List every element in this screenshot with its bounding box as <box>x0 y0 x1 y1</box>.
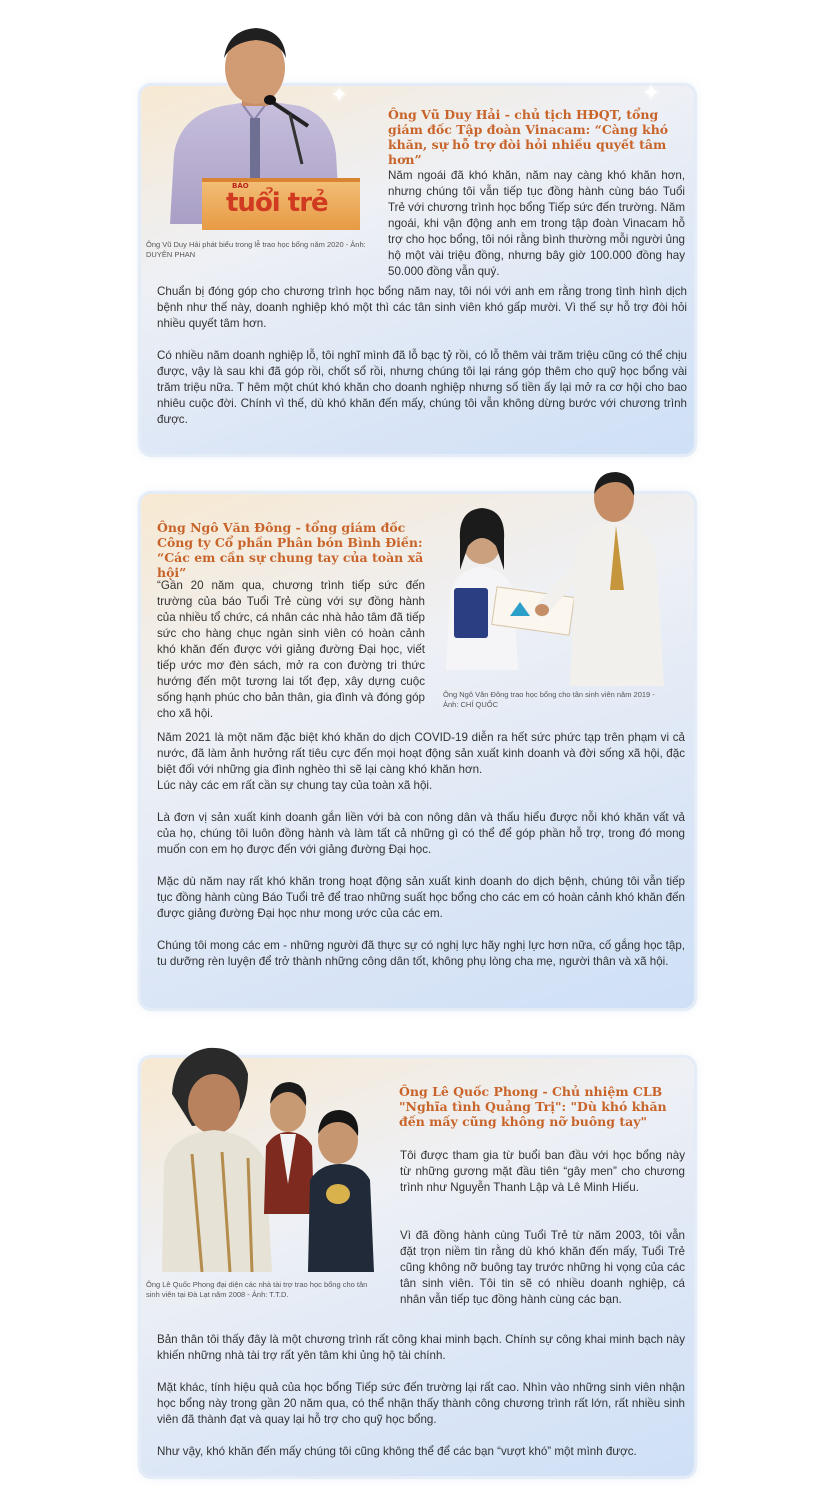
section-heading: Ông Lê Quốc Phong - Chủ nhiệm CLB "Nghĩa tình Quảng Trị": "Dù khó khăn đến mấy cũng không nỡ buông tay" <box>399 1084 667 1129</box>
paragraph: Có nhiều năm doanh nghiệp lỗ, tôi nghĩ mình đã lỗ bạc tỷ rồi, có lỗ thêm vài trăm triệu cũng có thể chịu được, vậy là sau khi đã góp rồi, chốt sổ rồi, nhưng chúng tôi lại ráng góp thêm cho quỹ học bổng vài trăm triệu nữa. T hêm một chút khó khăn cho doanh nghiệp nhưng số tiền ấy lại mở ra cơ hội cho bao nhiêu cuộc đời. Chính vì thế, dù khó khăn đến mấy, chúng tôi vẫn không dừng bước với chương trình được. <box>157 349 687 426</box>
photo-caption: Ông Lê Quốc Phong đại diện các nhà tài trợ trao học bổng cho tân sinh viên tại Đà Lạt năm 2008 - Ảnh: T.T.D. <box>146 1280 368 1299</box>
podium-logo: tuổi trẻ <box>226 188 328 218</box>
paragraph: Tôi được tham gia từ buổi ban đầu với học bổng này từ những gương mặt đầu tiên “gây men” cho chương trình như Nguyễn Thanh Lập và Lê Minh Hiếu. <box>400 1149 685 1194</box>
scholarship-handover-illustration <box>430 470 692 686</box>
paragraph: Bản thân tôi thấy đây là một chương trình rất công khai minh bạch. Chính sự công khai minh bạch này khiến những nhà tài trợ rất yên tâm khi ủng hộ tài chính. <box>157 1333 685 1362</box>
scholarship-ceremony-illustration <box>152 1034 382 1272</box>
sparkle-icon: ✦ <box>642 80 661 105</box>
paragraph: Mặt khác, tính hiệu quả của học bổng Tiếp sức đến trường lại rất cao. Nhìn vào những sinh viên nhận học bổng này trong gần 20 năm qua, có thể nhận thấy thành công chương trình rất lớn, rất nhiều sinh viên đã thành đạt và quay lại hỗ trợ cho quỹ học bổng. <box>157 1381 685 1426</box>
photo-vu-duy-hai-speaking <box>150 24 380 230</box>
photo-caption: Ông Ngô Văn Đông trao học bổng cho tân sinh viên năm 2019 - Ảnh: CHÍ QUỐC <box>443 690 655 709</box>
paragraph: Mặc dù năm nay rất khó khăn trong hoạt động sản xuất kinh doanh do dịch bệnh, chúng tôi vẫn tiếp tục đồng hành cùng Báo Tuổi trẻ để trao những suất học bổng cho các em có hoàn cảnh khó khăn đến được giảng đường Đại học như mong ước của các em. <box>157 875 685 920</box>
section-heading: Ông Vũ Duy Hải - chủ tịch HĐQT, tổng giám đốc Tập đoàn Vinacam: “Càng khó khăn, sự hỗ trợ đòi hỏi nhiều quyết tâm hơn” <box>388 107 669 167</box>
paragraph: Vì đã đồng hành cùng Tuổi Trẻ từ năm 2003, tôi vẫn đặt trọn niềm tin rằng dù khó khăn đến mấy, Tuổi Trẻ cũng không nỡ buông tay trước những hi vọng của các tân sinh viên. Tôi tin sẽ có nhiều doanh nghiệp, cá nhân vẫn tiếp tục đồng hành cùng các bạn. <box>400 1229 685 1306</box>
paragraph: Là đơn vị sản xuất kinh doanh gắn liền với bà con nông dân và thấu hiểu được nỗi khó khăn vất vả của họ, chúng tôi luôn đồng hành và làm tất cả những gì có thể để góp phần hỗ trợ, trong đó mong muốn con em họ được đến với giảng đường Đại học. <box>157 811 685 856</box>
paragraph: Như vậy, khó khăn đến mấy chúng tôi cũng không thể để các bạn “vượt khó” một mình được. <box>157 1445 637 1458</box>
photo-ngo-van-dong-scholarship <box>430 470 692 686</box>
photo-caption: Ông Vũ Duy Hải phát biểu trong lễ trao học bổng năm 2020 - Ảnh: DUYÊN PHAN <box>146 240 366 259</box>
section-heading: Ông Ngô Văn Đông - tổng giám đốc Công ty Cổ phần Phân bón Bình Điền: “Các em cần sự chung tay của toàn xã hội” <box>157 520 424 580</box>
paragraph: Lúc này các em rất cần sự chung tay của toàn xã hội. <box>157 779 433 792</box>
paragraph: Năm 2021 là một năm đặc biệt khó khăn do dịch COVID-19 diễn ra hết sức phức tạp trên phạm vi cả nước, đã làm ảnh hưởng rất tiêu cực đến mọi hoạt động sản xuất kinh doanh và đời sống xã hội, đặc biệt đối với những gia đình nghèo thì sẽ lại càng khó khăn hơn. <box>157 731 685 776</box>
paragraph: Chuẩn bị đóng góp cho chương trình học bổng năm nay, tôi nói với anh em rằng trong tình hình dịch bệnh như thế này, doanh nghiệp khó một thì các tân sinh viên khó gấp mười. Vì thế sự hỗ trợ đòi hỏi nhiều quyết tâm hơn. <box>157 285 687 330</box>
quote-paragraph: “Gần 20 năm qua, chương trình tiếp sức đến trường của báo Tuổi Trẻ cùng với sự đồng hành của nhiều tổ chức, cá nhân các nhà hảo tâm đã tiếp sức cho hàng chục ngàn sinh viên có hoàn cảnh khó khăn đến được với giảng đường Đại học, viết tiếp ước mơ đèn sách, mở ra con đường tri thức hướng đến một tương lai tốt đẹp, xây dựng cuộc sống hạnh phúc cho bản thân, gia đình và đóng góp cho xã hội. <box>157 579 425 720</box>
paragraph: Năm ngoái đã khó khăn, năm nay càng khó khăn hơn, nhưng chúng tôi vẫn tiếp tục đồng hành cùng báo Tuổi Trẻ với chương trình học bổng Tiếp sức đến trường. Năm ngoái, khi vận động anh em trong tập đoàn Vinacam hỗ trợ cho học bổng, tôi nói rằng bình thường mỗi người ủng hộ một vài triệu đồng, nhưng bây giờ 100.000 đồng hay 50.000 đồng vẫn quý. <box>388 169 685 278</box>
sparkle-icon: ✦ <box>330 82 349 107</box>
photo-le-quoc-phong-scholarship <box>152 1034 382 1272</box>
paragraph: Chúng tôi mong các em - những người đã thực sự có nghị lực hãy nghị lực hơn nữa, cố gắng học tập, tu dưỡng rèn luyện để trở thành những công dân tốt, không phụ lòng cha mẹ, người thân và xã hội. <box>157 939 685 968</box>
podium-logo-top: BÁO <box>232 182 249 190</box>
